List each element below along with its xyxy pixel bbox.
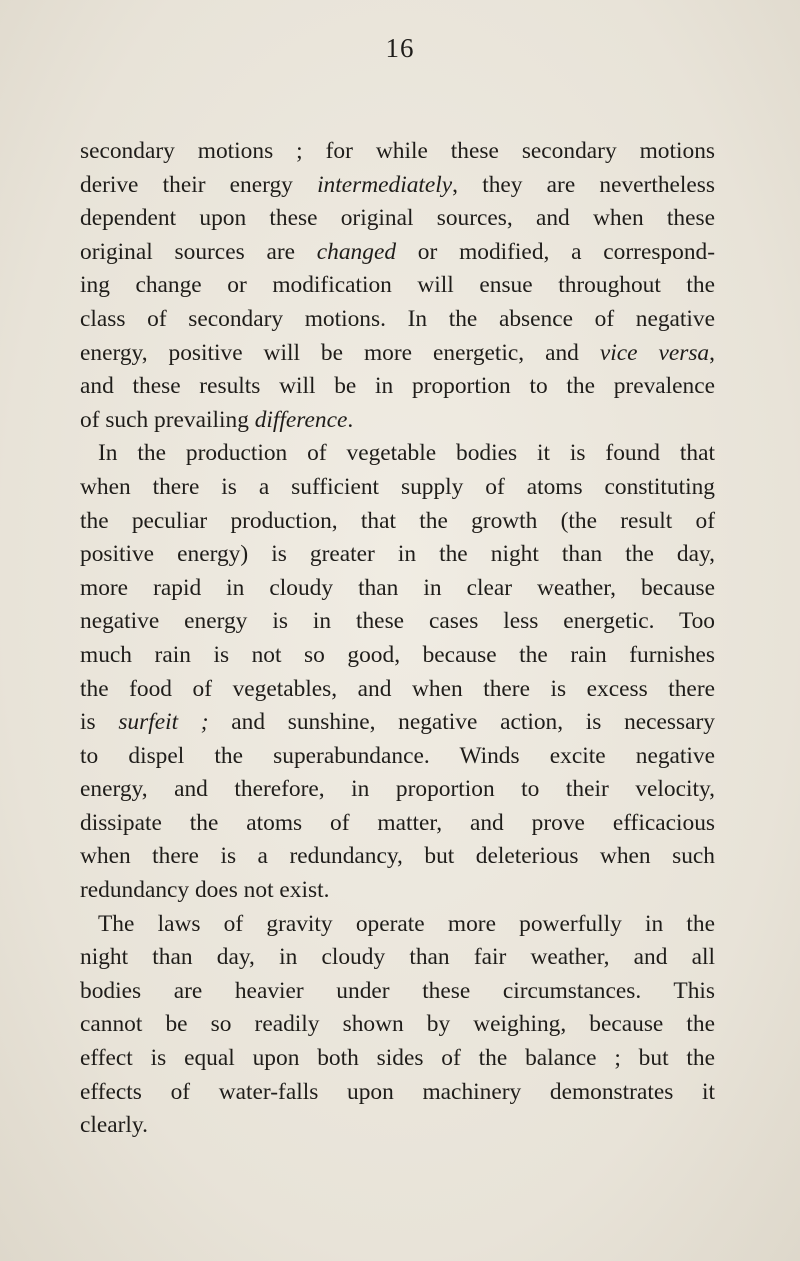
text-line: dissipate the atoms of matter, and prove efficacious <box>80 809 715 836</box>
text-line: more rapid in cloudy than in clear weather, because <box>80 574 715 601</box>
text-line: negative energy is in these cases less energetic. Too <box>80 608 715 635</box>
italic-emphasis: intermediately <box>317 171 453 198</box>
text-line: derive their energy intermediately, they are nevertheless <box>80 171 715 198</box>
paragraph <box>80 437 715 907</box>
body-text <box>80 135 715 1143</box>
text-line: when there is a redundancy, but deleterious when such <box>80 843 715 870</box>
text-line: night than day, in cloudy than fair weather, and all <box>80 944 715 971</box>
italic-emphasis: surfeit ; <box>118 709 209 736</box>
text-line: effects of water-falls upon machinery demonstrates it <box>80 1078 715 1105</box>
text-line: when there is a sufficient supply of atoms constituting <box>80 473 715 500</box>
italic-emphasis: vice versa <box>599 339 710 366</box>
text-line: In the production of vegetable bodies it is found that <box>98 440 715 467</box>
text-line: to dispel the superabundance. Winds excite negative <box>80 742 715 769</box>
text-line: bodies are heavier under these circumstances. This <box>80 977 715 1004</box>
text-line: ing change or modification will ensue throughout the <box>80 272 715 299</box>
text-line: energy, positive will be more energetic, and vice versa, <box>80 339 715 366</box>
text-line: much rain is not so good, because the rain furnishes <box>80 641 715 668</box>
text-line: dependent upon these original sources, and when these <box>80 205 715 232</box>
page-number: 16 <box>385 33 415 63</box>
text-line: is surfeit ; and sunshine, negative action, is necessary <box>80 709 715 736</box>
text-line: redundancy does not exist. <box>80 877 330 904</box>
text-line: class of secondary motions. In the absence of negative <box>80 305 715 332</box>
italic-emphasis: difference <box>254 406 348 433</box>
text-line: positive energy) is greater in the night than the day, <box>80 541 715 568</box>
text-line: original sources are changed or modified, a correspond- <box>80 238 716 265</box>
text-line: effect is equal upon both sides of the balance ; but the <box>80 1045 715 1072</box>
text-line: the food of vegetables, and when there is excess there <box>80 675 715 702</box>
text-line: of such prevailing difference. <box>80 406 354 433</box>
italic-emphasis: changed <box>316 238 397 265</box>
text-line: clearly. <box>80 1112 148 1139</box>
text-line: energy, and therefore, in proportion to their velocity, <box>80 776 715 803</box>
text-line: and these results will be in proportion to the prevalence <box>80 373 715 400</box>
text-line: The laws of gravity operate more powerfully in the <box>98 910 715 937</box>
text-line: the peculiar production, that the growth (the result of <box>80 507 715 534</box>
paragraph <box>80 908 715 1143</box>
paragraph <box>80 135 715 437</box>
text-line: cannot be so readily shown by weighing, because the <box>80 1011 715 1038</box>
text-line: secondary motions ; for while these secondary motions <box>80 138 715 164</box>
